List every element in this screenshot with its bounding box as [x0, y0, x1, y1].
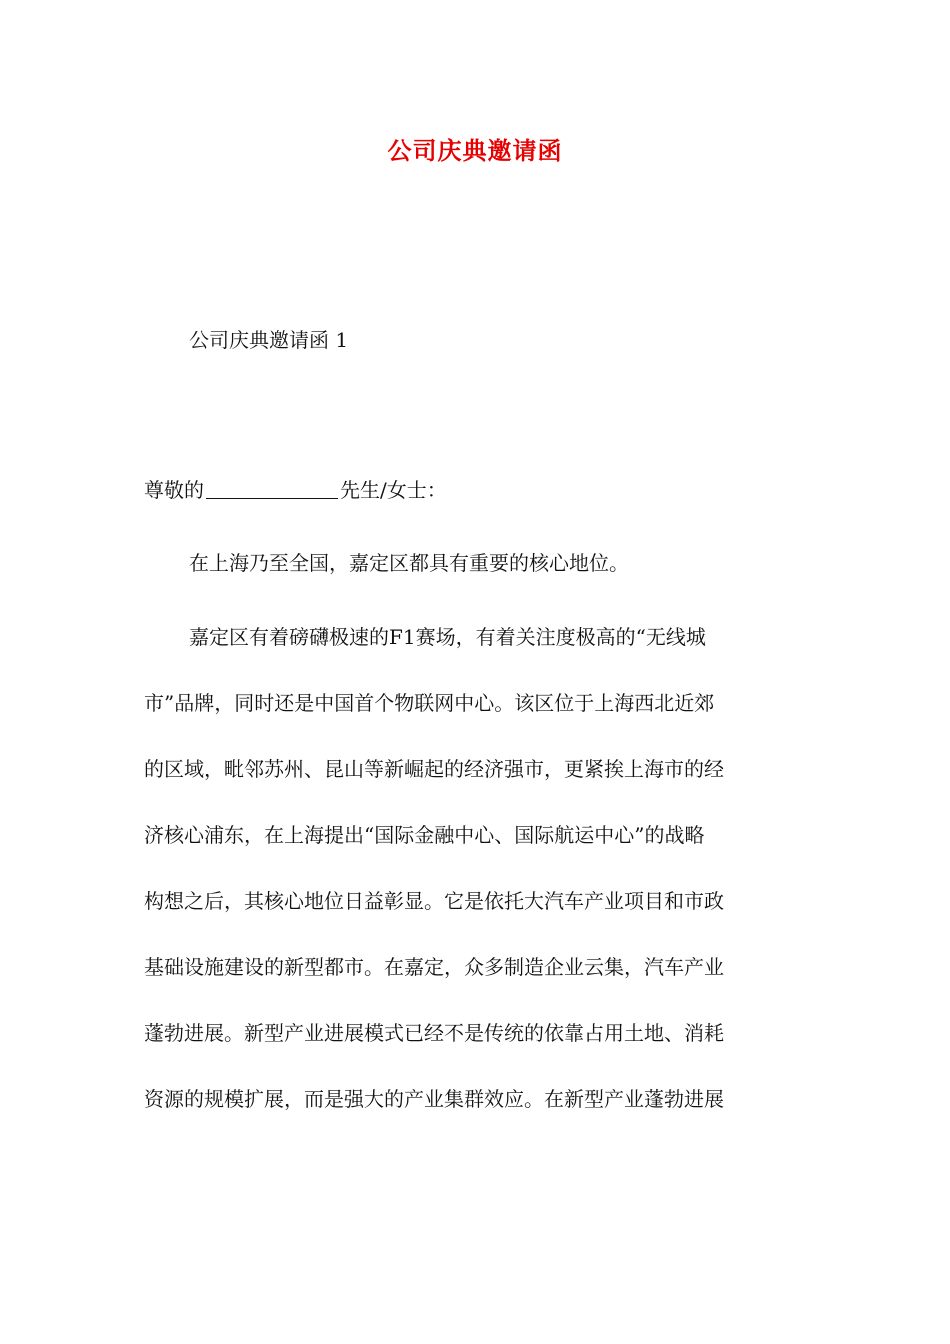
letter-subheading: 公司庆典邀请函 1 [189, 328, 349, 352]
paragraph-body [144, 619, 808, 1147]
paragraph-line: 构想之后，其核心地位日益彰显。它是依托大汽车产业项目和市政 [144, 889, 724, 913]
paragraph-line: 的区域，毗邻苏州、昆山等新崛起的经济强市，更紧挨上海市的经 [144, 757, 724, 781]
paragraph-line: 在上海乃至全国，嘉定区都具有重要的核心地位。 [189, 551, 629, 575]
paragraph-intro [144, 545, 808, 581]
paragraph-line: 基础设施建设的新型都市。在嘉定，众多制造企业云集，汽车产业 [144, 955, 724, 979]
paragraph-line: 市”品牌，同时还是中国首个物联网中心。该区位于上海西北近郊 [144, 691, 715, 715]
document-title: 公司庆典邀请函 [387, 136, 563, 165]
paragraph-line: 资源的规模扩展，而是强大的产业集群效应。在新型产业蓬勃进展 [144, 1087, 724, 1111]
salutation-suffix: 先生/女士： [340, 478, 447, 502]
paragraph-line: 嘉定区有着磅礴极速的F1赛场，有着关注度极高的“无线城 [189, 625, 706, 649]
salutation-prefix: 尊敬的 [144, 478, 204, 502]
name-blank-line [206, 478, 338, 499]
paragraph-line: 济核心浦东，在上海提出“国际金融中心、国际航运中心”的战略 [144, 823, 705, 847]
salutation [144, 472, 447, 508]
paragraph-line: 蓬勃进展。新型产业进展模式已经不是传统的依靠占用土地、消耗 [144, 1021, 724, 1045]
